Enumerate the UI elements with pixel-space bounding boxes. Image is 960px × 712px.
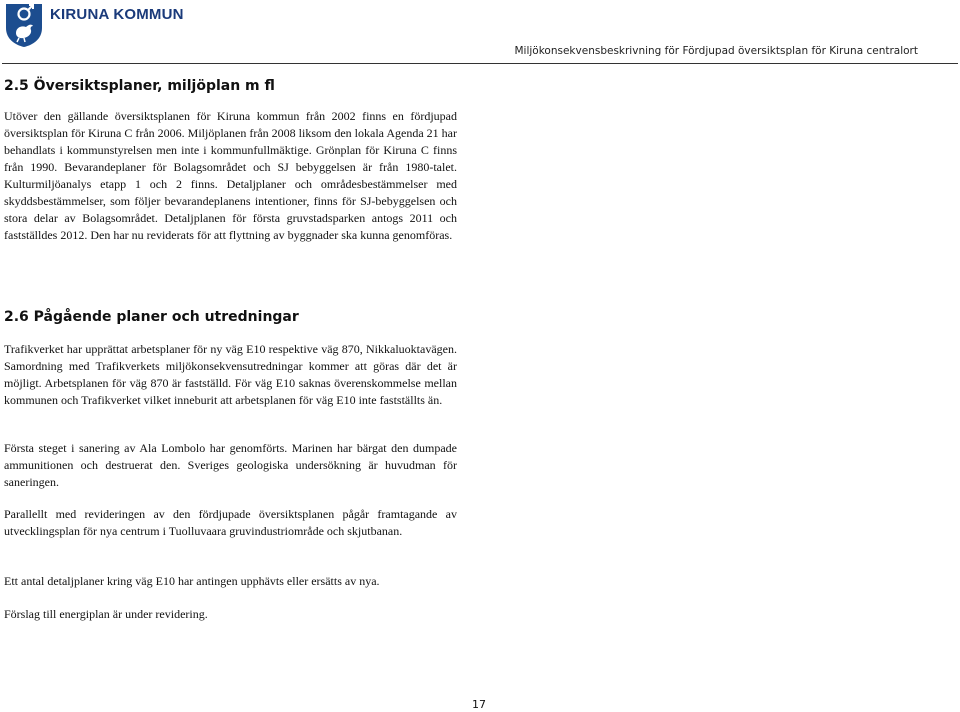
paragraph: Ett antal detaljplaner kring väg E10 har antingen upphävts eller ersätts av nya.	[4, 574, 380, 588]
paragraph: Utöver den gällande översiktsplanen för Kiruna kommun från 2002 finns en fördjupad översiktsplan för Kiruna C från 2006. Miljöplanen från 2008 liksom den lokala Agenda 21 har behandlats i kommunstyrelsen men inte i kommunfullmäktige. Grönplan för Kiruna C finns från 1990. Bevarandeplaner för Bolagsområdet och SJ bebyggelsen är från 1980-talet. Kulturmiljöanalys etapp 1 och 2 finns. Detaljplaner och områdesbestämmelser med skyddsbestämmelser, som följer bevarandeplanens intentioner, finns för SJ-bebyggelsen och stora delar av Bolagsområdet. Detaljplanen för första gruvstadsparken antogs 2011 och fastställdes 2012. Den har nu reviderats för att flyttning av byggnader ska kunna genomföras.	[4, 109, 457, 242]
page-number: 17	[472, 698, 486, 711]
section-heading: 2.6 Pågående planer och utredningar	[4, 309, 299, 325]
organization-name: KIRUNA KOMMUN	[50, 6, 184, 23]
section-heading: 2.5 Översiktsplaner, miljöplan m fl	[4, 78, 275, 94]
header-divider	[2, 63, 958, 64]
paragraph: Förslag till energiplan är under revidering.	[4, 607, 208, 621]
paragraph: Trafikverket har upprättat arbetsplaner för ny väg E10 respektive väg 870, Nikkaluoktavägen. Samordning med Trafikverkets miljökonsekvensutredningar kommer att göras där det är möjligt. Arbetsplanen för väg 870 är fastställd. För väg E10 saknas överenskommelse mellan kommunen och Trafikverket vilket inneburit att arbetsplanen för väg E10 inte fastställts än.	[4, 342, 457, 407]
paragraph: Första steget i sanering av Ala Lombolo har genomförts. Marinen har bärgat den dumpade ammunitionen och destruerat den. Sveriges geologiska undersökning är huvudman för saneringen.	[4, 441, 457, 489]
paragraph: Parallellt med revideringen av den fördjupade översiktsplanen pågår framtagande av utvecklingsplan för nya centrum i Tuolluvaara gruvindustriområde och skjutbanan.	[4, 507, 457, 538]
kiruna-coat-of-arms-icon	[4, 2, 44, 48]
document-title: Miljökonsekvensbeskrivning för Fördjupad översiktsplan för Kiruna centralort	[514, 45, 918, 57]
